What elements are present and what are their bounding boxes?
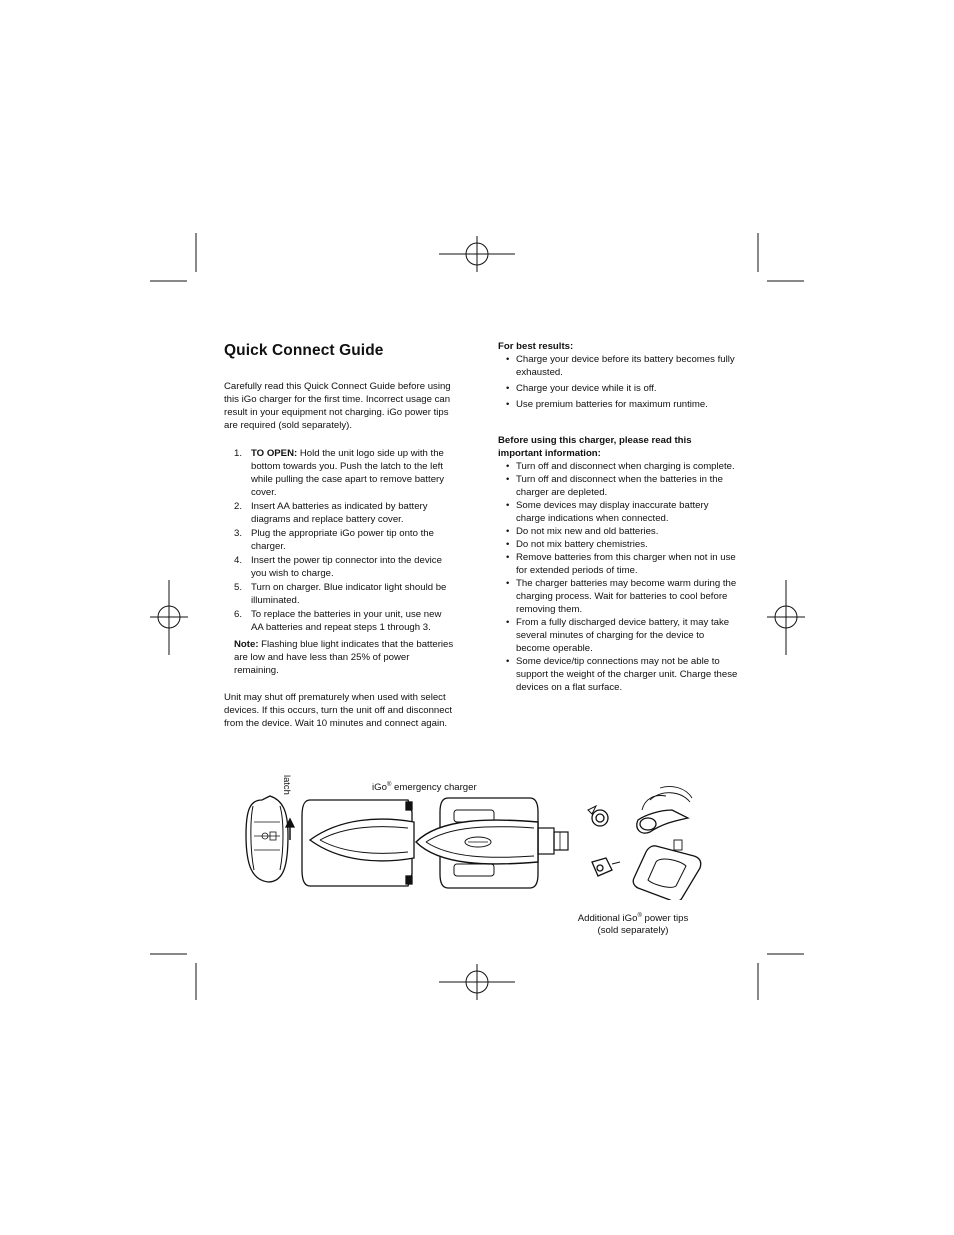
step-number: 6. [234,609,243,620]
list-item: • The charger batteries may become warm during the charging process. Wait for batteries to cool before removing them. [498,577,738,616]
battery-cover-image [246,796,288,882]
step-number: 1. [234,448,243,459]
note-lead: Note: [234,639,259,650]
headset-icon [588,786,692,833]
note-paragraph [234,638,454,677]
best-results-list [498,353,738,411]
list-item: • Some devices may display inaccurate battery charge indications when connected. [498,499,738,525]
charger-body-image [302,800,414,886]
step-item [234,608,454,634]
list-item: • Some device/tip connections may not be able to support the weight of the charger unit. Charge these devices on a flat surface. [498,655,738,694]
step-text: Insert the power tip connector into the device you wish to charge. [251,555,442,579]
list-item: • Do not mix new and old batteries. [498,525,738,538]
list-item: • Charge your device before its battery becomes fully exhausted. [498,353,738,379]
note-text: Flashing blue light indicates that the batteries are low and have less than 25% of power remaining. [234,639,454,676]
step-item [234,500,454,526]
step-number: 3. [234,528,243,539]
step-item [234,581,454,607]
best-results-heading: For best results: [498,341,574,352]
phone-tip-icon [592,858,620,876]
steps-list [224,447,454,634]
charger-assembled-image [416,798,568,888]
tips-caption: Additional iGo® power tips (sold separately) [577,913,689,937]
step-text: Hold the unit logo side up with the bottom towards you. Push the latch to the left while pulling the case apart to remove battery cover. [251,448,445,498]
list-item: • Remove batteries from this charger when not in use for extended periods of time. [498,551,738,577]
step-number: 4. [234,555,243,566]
step-number: 2. [234,501,243,512]
list-item: • Turn off and disconnect when the batteries in the charger are depleted. [498,473,738,499]
charger-caption: iGo® emergency charger [372,782,477,794]
page-title: Quick Connect Guide [224,342,384,359]
important-list [498,460,738,694]
flip-phone-icon [633,840,701,900]
step-text: Plug the appropriate iGo power tip onto the charger. [251,528,434,552]
right-column [498,340,738,694]
step-number: 5. [234,582,243,593]
charger-illustration [240,770,720,900]
step-lead: TO OPEN: [251,448,298,459]
list-item: • Use premium batteries for maximum runtime. [498,398,738,411]
latch-label: latch [282,775,293,795]
step-item [234,527,454,553]
left-column [224,340,454,730]
important-heading: Before using this charger, please read this important information: [498,435,692,459]
closing-paragraph: Unit may shut off prematurely when used with select devices. If this occurs, turn the unit off and disconnect from the device. Wait 10 minutes and connect again. [224,692,453,729]
step-item [234,447,454,499]
list-item: • Charge your device while it is off. [498,382,738,395]
intro-paragraph: Carefully read this Quick Connect Guide before using this iGo charger for the first time. Incorrect usage can result in your equipment not charging. iGo power tips are required (sold separately). [224,381,451,431]
step-item [234,554,454,580]
step-text: Insert AA batteries as indicated by battery diagrams and replace battery cover. [251,501,428,525]
list-item: • Do not mix battery chemistries. [498,538,738,551]
step-text: Turn on charger. Blue indicator light should be illuminated. [251,582,447,606]
step-text: To replace the batteries in your unit, use new AA batteries and repeat steps 1 through 3. [251,609,442,633]
list-item: • From a fully discharged device battery, it may take several minutes of charging for the device to become operable. [498,616,738,655]
list-item: • Turn off and disconnect when charging is complete. [498,460,738,473]
